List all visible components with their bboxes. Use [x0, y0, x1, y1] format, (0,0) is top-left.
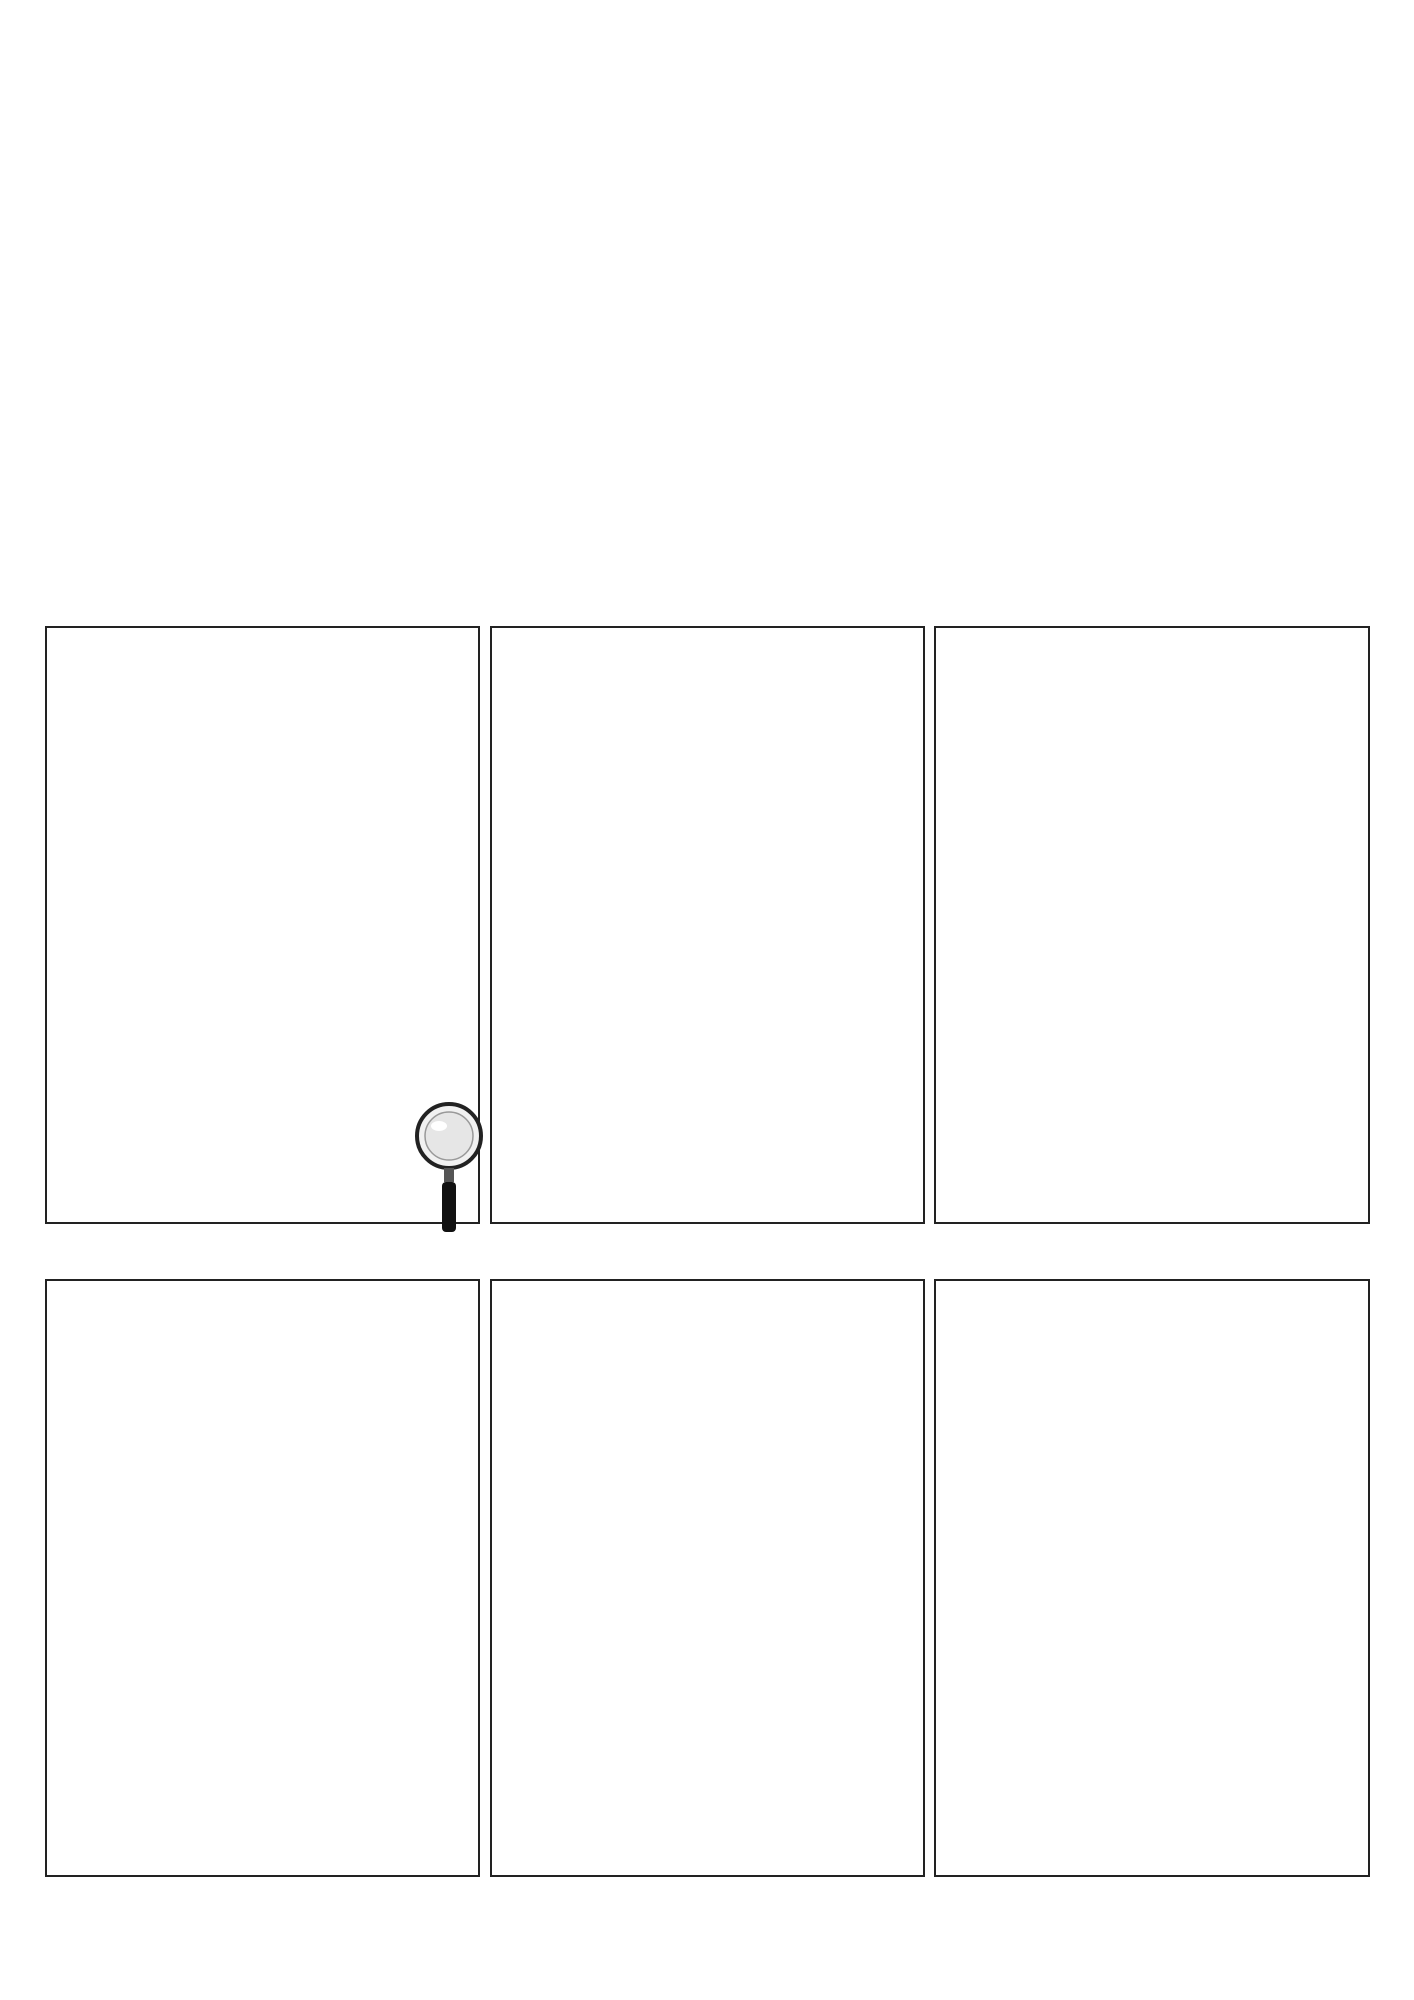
word-scramble-title	[936, 1259, 1368, 1277]
sentences-title	[492, 1259, 923, 1277]
short-story-title	[936, 606, 1368, 624]
draw-a-line-title	[492, 606, 923, 624]
magnifying-glass-icon	[409, 1094, 499, 1234]
translate-panel	[45, 1279, 480, 1877]
word-search-title	[47, 606, 478, 624]
word-search-panel	[45, 626, 480, 1224]
translate-title	[47, 1259, 478, 1277]
short-story-panel	[934, 626, 1370, 1224]
word-scramble-panel	[934, 1279, 1370, 1877]
sentences-title-line2	[492, 1297, 923, 1315]
sentences-panel	[490, 1279, 925, 1877]
draw-a-line-panel	[490, 626, 925, 1224]
